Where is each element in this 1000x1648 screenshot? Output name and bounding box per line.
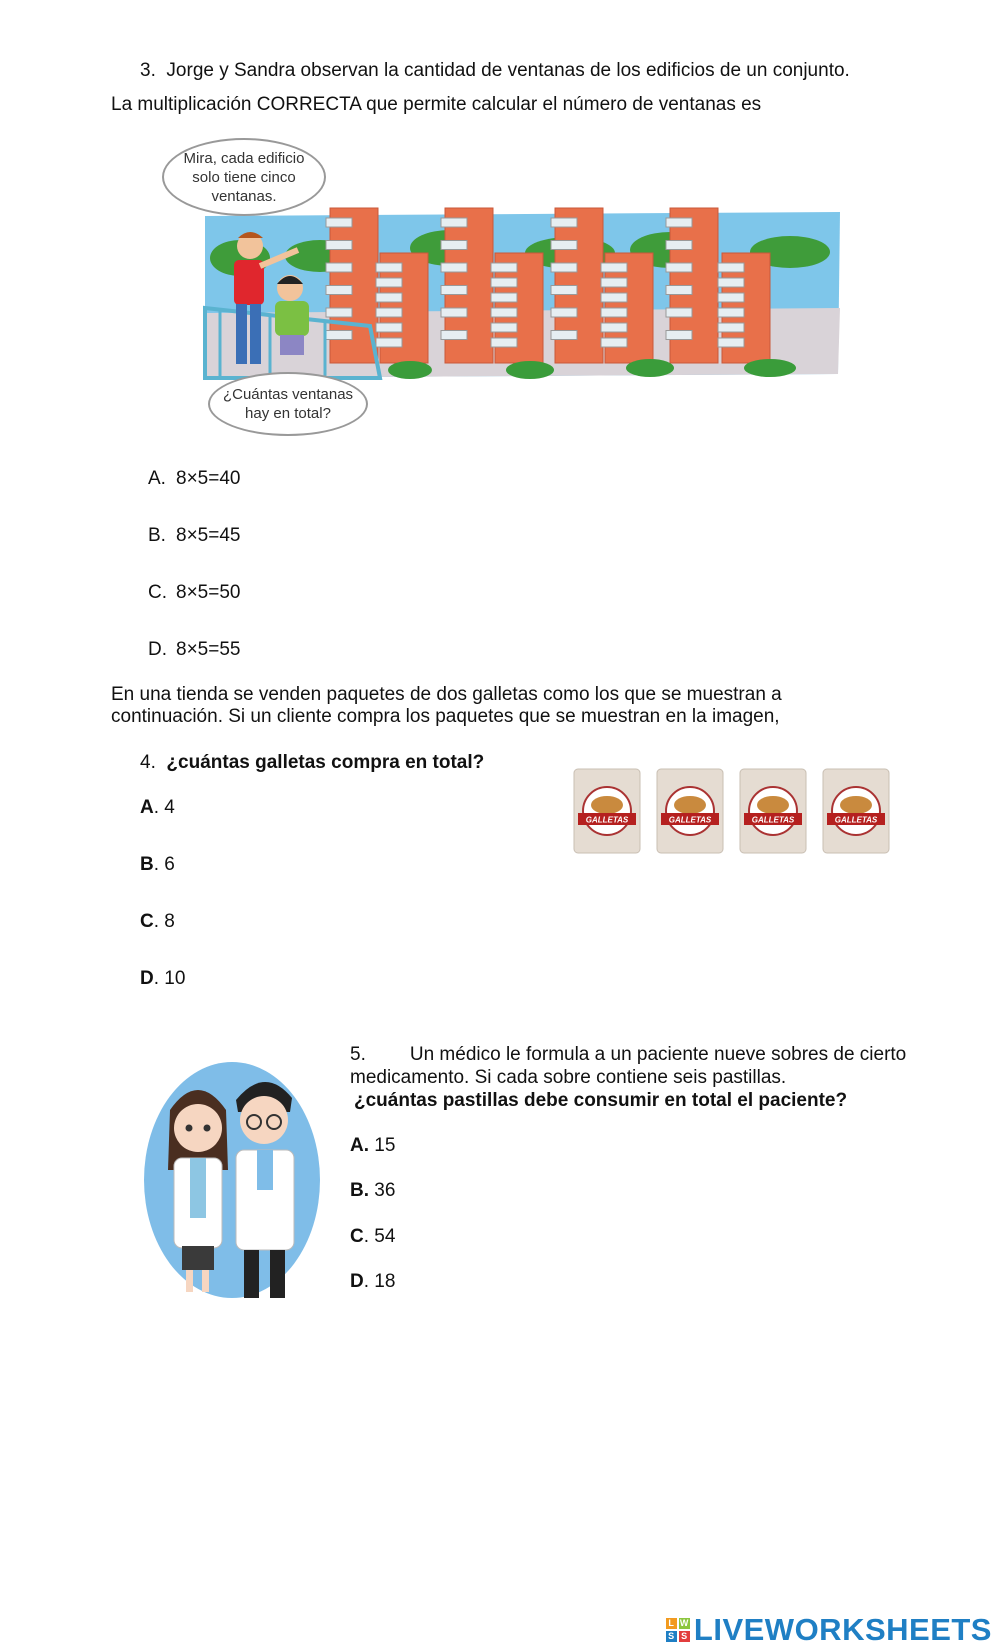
building-window (441, 308, 467, 317)
building-window (718, 308, 744, 317)
q4-context-line1: En una tienda se venden paquetes de dos galletas como los que se muestran a (111, 684, 782, 705)
building-window (441, 331, 467, 340)
q5-text-line2: medicamento. Si cada sobre contiene seis pastillas. (350, 1067, 787, 1088)
package-label: GALLETAS (834, 815, 878, 825)
building-window (718, 338, 744, 347)
cookie-package (574, 769, 640, 853)
building-window (441, 218, 467, 227)
building-window (376, 308, 402, 317)
q3-option-d[interactable]: D. 8×5=55 (148, 639, 241, 660)
building-window (601, 338, 627, 347)
building-window (491, 308, 517, 317)
building-window (551, 263, 577, 272)
logo-text: LIVEWORKSHEETS (693, 1612, 992, 1647)
building-window (376, 338, 402, 347)
building-window (326, 331, 352, 340)
q5-text-line1: Un médico le formula a un paciente nueve sobres de cierto (409, 1044, 907, 1065)
building-window (718, 263, 744, 272)
building-window (601, 323, 627, 332)
building-window (666, 286, 692, 295)
building-window (441, 241, 467, 250)
q4-option-c[interactable]: C. 8 (140, 911, 175, 932)
building-window (376, 278, 402, 287)
speech-bubble-top: Mira, cada edificio solo tiene cinco ventanas. (162, 138, 326, 216)
building-window (491, 278, 517, 287)
q5-option-b[interactable]: B. 36 (350, 1180, 396, 1201)
building-window (666, 308, 692, 317)
building-window (718, 323, 744, 332)
q5-option-d[interactable]: D. 18 (350, 1271, 396, 1292)
q4-number: 4. (140, 752, 156, 773)
cookie-packages (572, 767, 892, 857)
building-window (601, 293, 627, 302)
q3-option-b[interactable]: B. 8×5=45 (148, 525, 241, 546)
building-window (718, 293, 744, 302)
building-window (551, 218, 577, 227)
building-window (551, 241, 577, 250)
q3-option-a[interactable]: A. 8×5=40 (148, 468, 241, 489)
q5-option-c[interactable]: C. 54 (350, 1226, 396, 1247)
building-window (491, 338, 517, 347)
package-label: GALLETAS (585, 815, 629, 825)
q4-option-a[interactable]: A. 4 (140, 797, 175, 818)
building-window (551, 308, 577, 317)
cookie-package (740, 769, 806, 853)
q4-option-b[interactable]: B. 6 (140, 854, 175, 875)
q4-context-line2: continuación. Si un cliente compra los paquetes que se muestran en la imagen, (111, 706, 780, 727)
package-label: GALLETAS (668, 815, 712, 825)
package-label: GALLETAS (751, 815, 795, 825)
q5-question: ¿cuántas pastillas debe consumir en total el paciente? (354, 1090, 848, 1111)
q3-illustration (150, 138, 850, 448)
building-window (491, 263, 517, 272)
building-window (491, 293, 517, 302)
q4-option-d[interactable]: D. 10 (140, 968, 186, 989)
cookie-package (823, 769, 889, 853)
q5-option-a[interactable]: A. 15 (350, 1135, 396, 1156)
cookie-packages-image (572, 767, 892, 857)
building-window (666, 218, 692, 227)
building-window (376, 293, 402, 302)
liveworksheets-logo[interactable] (666, 1612, 992, 1648)
building-window (666, 331, 692, 340)
building-window (601, 263, 627, 272)
q5-line1 (350, 1044, 906, 1066)
building-window (376, 323, 402, 332)
building-window (601, 308, 627, 317)
cookie-package (657, 769, 723, 853)
q3-intro: Jorge y Sandra observan la cantidad de ventanas de los edificios de un conjunto. (166, 60, 850, 81)
q3-intro-line (140, 60, 850, 82)
building-window (326, 308, 352, 317)
building-window (326, 218, 352, 227)
building-window (551, 331, 577, 340)
q4-question-line (140, 752, 484, 774)
q3-question: La multiplicación CORRECTA que permite calcular el número de ventanas es (111, 94, 762, 115)
building-window (326, 286, 352, 295)
building-window (601, 278, 627, 287)
q5-number: 5. (350, 1044, 366, 1065)
doctors-image (140, 1050, 330, 1310)
building-window (666, 263, 692, 272)
q3-number: 3. (140, 60, 156, 81)
building-window (376, 263, 402, 272)
building-window (551, 286, 577, 295)
speech-bubble-bottom: ¿Cuántas ventanas hay en total? (208, 372, 368, 436)
building-window (491, 323, 517, 332)
building-window (441, 286, 467, 295)
building-window (666, 241, 692, 250)
building-window (326, 241, 352, 250)
building-window (441, 263, 467, 272)
logo-squares-icon: L W S S (666, 1618, 690, 1642)
doctors-illustration (140, 1050, 330, 1310)
q3-option-c[interactable]: C. 8×5=50 (148, 582, 241, 603)
building-window (718, 278, 744, 287)
building-window (326, 263, 352, 272)
q4-question: ¿cuántas galletas compra en total? (166, 752, 485, 773)
